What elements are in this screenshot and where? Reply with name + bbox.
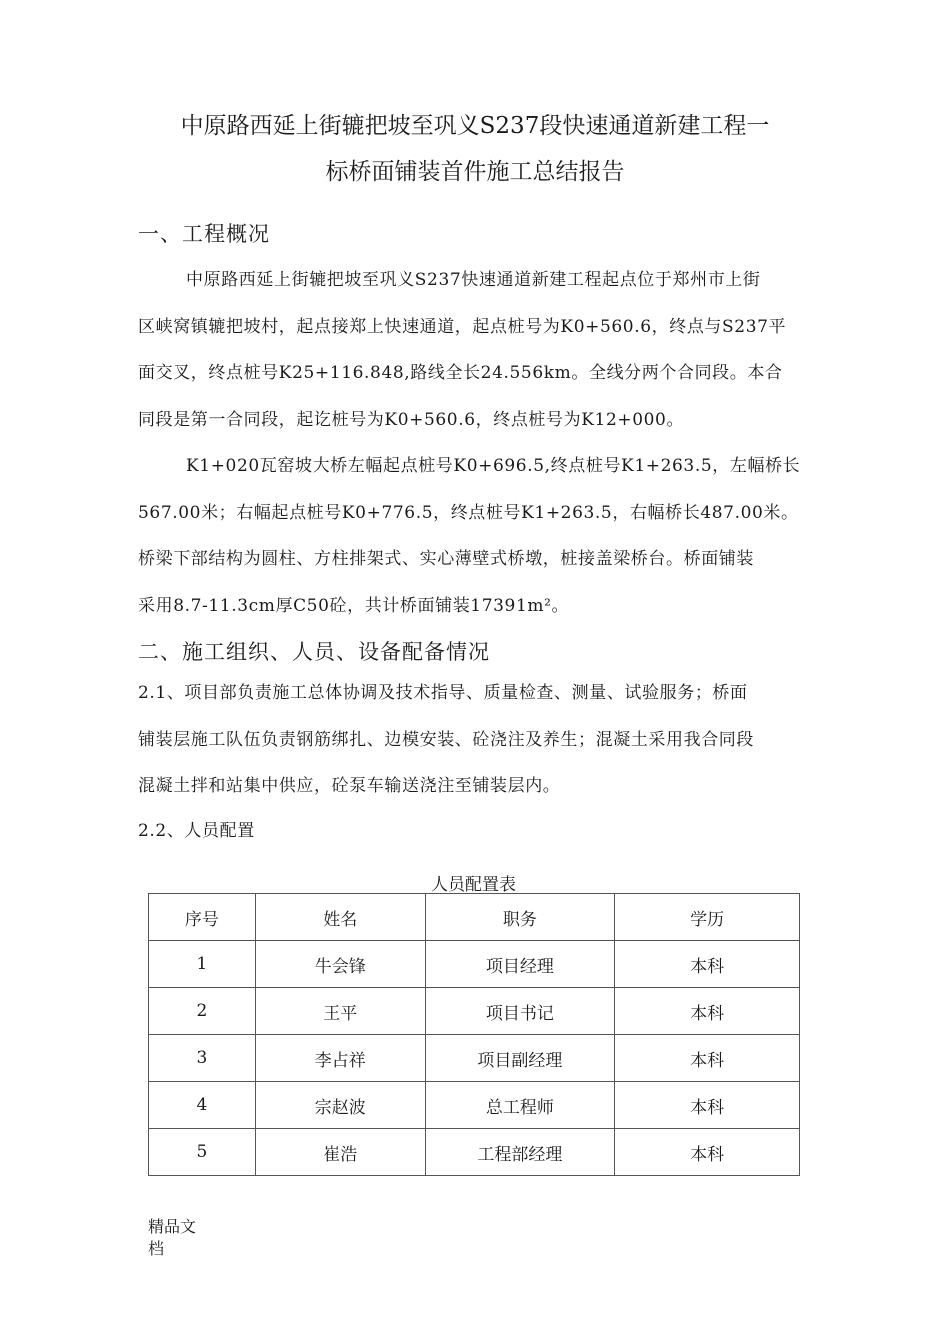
cell-position: 项目经理: [425, 941, 615, 988]
cell-position: 总工程师: [425, 1082, 615, 1129]
text-line: 面交叉，终点桩号K25+116.848,路线全长24.556km。全线分两个合同段。本合: [138, 363, 783, 383]
cell-name: 崔浩: [255, 1129, 425, 1176]
section-1-heading: 一、工程概况: [138, 222, 270, 246]
cell-index: 4: [149, 1082, 256, 1129]
cell-education: 本科: [615, 1129, 800, 1176]
table-row: [149, 1082, 800, 1129]
header-index: 序号: [149, 894, 256, 941]
cell-position: 项目副经理: [425, 1035, 615, 1082]
table-row: [149, 1035, 800, 1082]
cell-position: 工程部经理: [425, 1129, 615, 1176]
text-line: K1+020瓦窑坡大桥左幅起点桩号K0+696.5,终点桩号K1+263.5，左幅桥长: [186, 456, 801, 476]
text-line: 同段是第一合同段，起讫桩号为K0+560.6，终点桩号为K12+000。: [138, 409, 685, 430]
staff-table: [148, 893, 800, 1176]
section-2-paragraph-1: [138, 670, 814, 810]
table-row: [149, 988, 800, 1035]
text-line: 混凝土拌和站集中供应，砼泵车输送浇注至铺装层内。: [138, 776, 561, 796]
cell-education: 本科: [615, 988, 800, 1035]
text-line: 区峡窝镇辘把坡村，起点接郑上快速通道，起点桩号为K0+560.6，终点与S237平: [138, 316, 787, 337]
header-position: 职务: [425, 894, 615, 941]
footer-line: 档: [148, 1239, 165, 1258]
section-1-paragraph-2: [138, 443, 814, 629]
section-1-paragraph-1: [138, 257, 814, 443]
cell-index: 2: [149, 988, 256, 1035]
text-line: 567.00米；右幅起点桩号K0+776.5，终点桩号K1+263.5，右幅桥长487.00米。: [138, 502, 799, 523]
cell-name: 牛会锋: [255, 941, 425, 988]
section-2-paragraph-2: 2.2、人员配置: [138, 821, 255, 841]
header-name: 姓名: [255, 894, 425, 941]
cell-index: 1: [149, 941, 256, 988]
title-line-2: 标桥面铺装首件施工总结报告: [325, 159, 625, 185]
header-education: 学历: [615, 894, 800, 941]
cell-education: 本科: [615, 941, 800, 988]
cell-education: 本科: [615, 1082, 800, 1129]
document-title: [120, 103, 830, 195]
cell-name: 李占祥: [255, 1035, 425, 1082]
text-line: 桥梁下部结构为圆柱、方柱排架式、实心薄壁式桥墩，桩接盖梁桥台。桥面铺装: [138, 549, 754, 569]
section-2-heading: 二、施工组织、人员、设备配备情况: [138, 640, 490, 664]
cell-education: 本科: [615, 1035, 800, 1082]
text-line: 中原路西延上街辘把坡至巩义S237快速通道新建工程起点位于郑州市上街: [186, 270, 761, 290]
table-caption: 人员配置表: [431, 875, 516, 895]
table-row: [149, 941, 800, 988]
text-line: 采用8.7-11.3cm厚C50砼，共计桥面铺装17391m²。: [138, 595, 570, 616]
cell-position: 项目书记: [425, 988, 615, 1035]
cell-name: 宗赵波: [255, 1082, 425, 1129]
cell-name: 王平: [255, 988, 425, 1035]
cell-index: 3: [149, 1035, 256, 1082]
footer-watermark: [148, 1216, 208, 1260]
cell-index: 5: [149, 1129, 256, 1176]
text-line: 铺装层施工队伍负责钢筋绑扎、边模安装、砼浇注及养生；混凝土采用我合同段: [138, 729, 754, 750]
footer-line: 精品文: [148, 1217, 197, 1236]
title-line-1: 中原路西延上街辘把坡至巩义S237段快速通道新建工程一: [180, 113, 770, 139]
text-line: 2.1、项目部负责施工总体协调及技术指导、质量检查、测量、试验服务；桥面: [138, 683, 748, 703]
table-row: [149, 1129, 800, 1176]
table-header-row: [149, 894, 800, 941]
